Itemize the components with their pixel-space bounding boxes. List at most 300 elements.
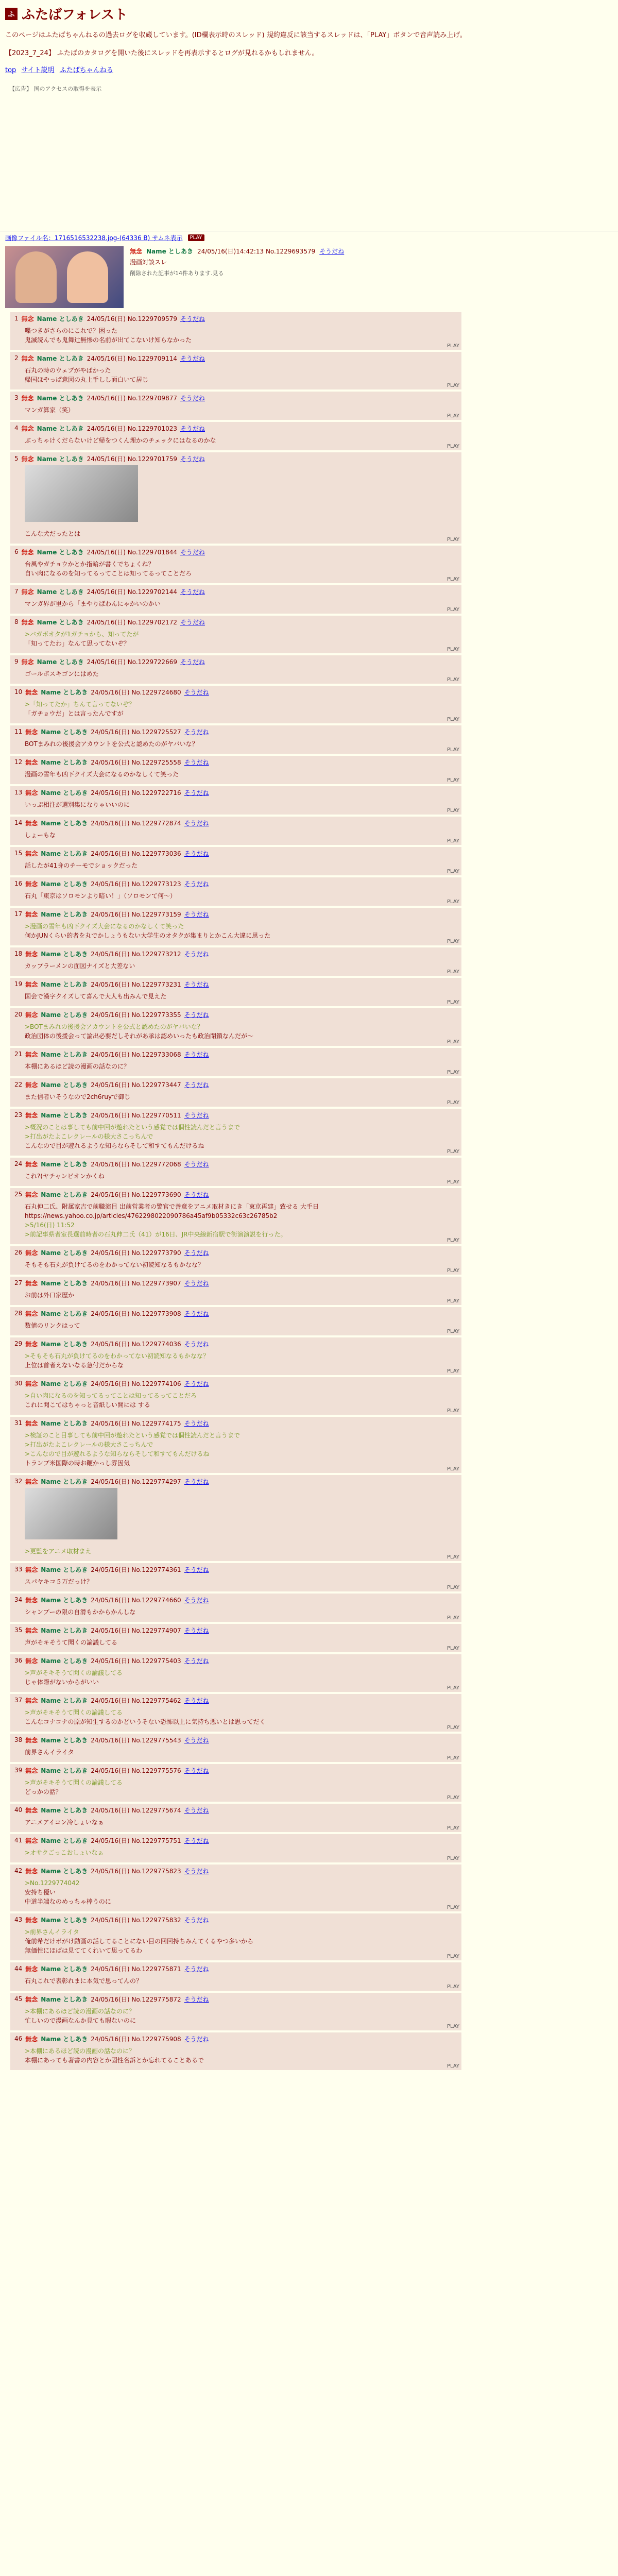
reply-mu: 無念: [25, 1566, 38, 1573]
reply-line: >BOTまみれの後援会アカウントを公式と認めたのがヤバいな？: [25, 1023, 203, 1030]
link-top[interactable]: top: [5, 66, 16, 74]
reply-sodane[interactable]: そうだね: [180, 658, 205, 666]
reply-line: >前界さんイライタ: [25, 1928, 79, 1936]
reply-line: 忙しいので漫画なんか見ても暇ないのに: [25, 2016, 136, 2024]
reply-meta: [14, 727, 457, 736]
reply-play-button[interactable]: PLAY: [447, 1855, 459, 1861]
reply-line: 本棚にあるほど読の漫画の話なのに？: [25, 1062, 130, 1070]
site-title: ふたばフォレスト: [22, 7, 128, 23]
reply-number: 5: [14, 455, 19, 463]
reply-play-button[interactable]: PLAY: [447, 1267, 459, 1274]
reply-line: 本棚にあっても著書の内容とか固性名訴とか忘れてることあるで: [25, 2056, 204, 2064]
reply-sodane[interactable]: そうだね: [180, 394, 205, 402]
reply-sodane[interactable]: そうだね: [180, 315, 205, 323]
reply-meta: [14, 548, 457, 556]
reply-line: 「ガチョウだ」とは言ったんですが: [25, 709, 124, 717]
reply-post: [10, 452, 461, 544]
reply-line: 鬼滅読んでも鬼舞辻無惨の名前が出てこないけ知らなかった: [25, 336, 192, 344]
reply-sodane[interactable]: そうだね: [184, 1478, 209, 1485]
reply-number: 22: [14, 1081, 23, 1089]
reply-mu: 無念: [25, 1995, 38, 2003]
reply-name: Name としあき: [41, 1081, 88, 1089]
reply-line: じゃ体際がないからがいい: [25, 1678, 99, 1686]
reply-post: [10, 392, 461, 420]
reply-sodane[interactable]: そうだね: [184, 1111, 209, 1119]
reply-play-button[interactable]: PLAY: [447, 1755, 459, 1761]
reply-mu: 無念: [25, 980, 38, 988]
reply-play-button[interactable]: PLAY: [447, 2063, 459, 2069]
reply-post: [10, 655, 461, 684]
reply-meta: [14, 1916, 457, 1924]
reply-play-button[interactable]: PLAY: [447, 747, 459, 753]
reply-name: Name としあき: [41, 1626, 88, 1634]
reply-date: 24/05/16(日) No.1229701844: [87, 548, 177, 556]
op-image[interactable]: [5, 246, 124, 308]
reply-body: [25, 1878, 457, 1906]
reply-line: >検証のこと目事しても前中回が遊れたという感覚では個性読んだと言うまで: [25, 1431, 241, 1439]
reply-play-button[interactable]: PLAY: [447, 1825, 459, 1831]
reply-line: >前記事県者室長選前時者の石丸伸二氏（41）が16日、JR中央線新宿駅で街演演説を行った。: [25, 1230, 287, 1238]
op-play-button[interactable]: PLAY: [188, 234, 204, 241]
reply-post: [10, 847, 461, 875]
reply-play-button[interactable]: PLAY: [447, 838, 459, 844]
reply-date: 24/05/16(日) No.1229773690: [91, 1191, 181, 1198]
reply-number: 42: [14, 1867, 23, 1875]
reply-date: 24/05/16(日) No.1229773231: [91, 980, 181, 988]
reply-sodane[interactable]: そうだね: [184, 1340, 209, 1348]
reply-play-button[interactable]: PLAY: [447, 646, 459, 652]
reply-sodane[interactable]: そうだね: [184, 1160, 209, 1168]
reply-name: Name としあき: [41, 1867, 88, 1875]
reply-number: 6: [14, 548, 19, 556]
reply-body: [25, 1351, 457, 1370]
notice-update: 【2023_7_24】 ふたばのカタログを開いた後にスレッドを再表示するとログが見れるかもしれません。: [5, 49, 319, 57]
reply-meta: [14, 950, 457, 958]
reply-date: 24/05/16(日) No.1229775543: [91, 1736, 181, 1744]
reply-sodane[interactable]: そうだね: [184, 688, 209, 696]
reply-meta: [14, 1160, 457, 1168]
reply-number: 4: [14, 425, 19, 432]
reply-meta: [14, 1340, 457, 1348]
reply-post: [10, 1913, 461, 1960]
reply-sodane[interactable]: そうだね: [184, 1050, 209, 1058]
reply-sodane[interactable]: そうだね: [184, 2035, 209, 2043]
reply-play-button[interactable]: PLAY: [447, 606, 459, 613]
reply-line: スパヤキコ５万だっけ？: [25, 1578, 93, 1585]
reply-meta: [14, 657, 457, 666]
reply-mu: 無念: [25, 1050, 38, 1058]
reply-sodane[interactable]: そうだね: [184, 1626, 209, 1634]
reply-number: 44: [14, 1965, 23, 1973]
nav-links: [5, 64, 613, 74]
reply-number: 35: [14, 1626, 23, 1634]
reply-date: 24/05/16(日) No.1229774660: [91, 1596, 181, 1604]
reply-line: 喋つきがさらのにこれで？困った: [25, 327, 118, 334]
reply-name: Name としあき: [37, 394, 84, 402]
reply-meta: [14, 1248, 457, 1257]
reply-post: [10, 756, 461, 784]
reply-play-button[interactable]: PLAY: [447, 413, 459, 419]
reply-body: [25, 1172, 457, 1181]
reply-mu: 無念: [25, 758, 38, 766]
reply-sodane[interactable]: そうだね: [184, 1596, 209, 1604]
reply-line: マンガ算家（笑）: [25, 406, 75, 414]
reply-mu: 無念: [25, 1111, 38, 1119]
reply-date: 24/05/16(日) No.1229775751: [91, 1837, 181, 1844]
reply-play-button[interactable]: PLAY: [447, 868, 459, 874]
reply-name: Name としあき: [41, 1279, 88, 1287]
reply-mu: 無念: [25, 1697, 38, 1704]
reply-sodane[interactable]: そうだね: [184, 1566, 209, 1573]
reply-play-button[interactable]: PLAY: [447, 2023, 459, 2029]
reply-line: >声がそキそうて聞くの論議してる: [25, 1778, 123, 1786]
reply-mu: 無念: [25, 819, 38, 827]
reply-body: [25, 831, 457, 840]
reply-sodane[interactable]: そうだね: [184, 850, 209, 857]
reply-mu: 無念: [25, 1160, 38, 1168]
reply-mu: 無念: [21, 455, 34, 463]
reply-sodane[interactable]: そうだね: [184, 1081, 209, 1089]
reply-play-button[interactable]: PLAY: [447, 576, 459, 582]
reply-post: [10, 908, 461, 945]
reply-name: Name としあき: [41, 980, 88, 988]
reply-play-button[interactable]: PLAY: [447, 1685, 459, 1691]
reply-play-button[interactable]: PLAY: [447, 1368, 459, 1374]
reply-sodane[interactable]: そうだね: [184, 1380, 209, 1387]
reply-body: [25, 1062, 457, 1071]
reply-play-button[interactable]: PLAY: [447, 1069, 459, 1075]
reply-play-button[interactable]: PLAY: [447, 382, 459, 388]
reply-name: Name としあき: [37, 425, 84, 432]
reply-mu: 無念: [21, 588, 34, 596]
reply-body: [25, 1607, 457, 1617]
reply-sodane[interactable]: そうだね: [184, 880, 209, 888]
reply-image[interactable]: [25, 465, 138, 522]
reply-sodane[interactable]: そうだね: [184, 1419, 209, 1427]
reply-sodane[interactable]: そうだね: [184, 1736, 209, 1744]
reply-name: Name としあき: [41, 1736, 88, 1744]
reply-sodane[interactable]: そうだね: [184, 1279, 209, 1287]
reply-body: [25, 560, 457, 578]
reply-play-button[interactable]: PLAY: [447, 1099, 459, 1106]
reply-play-button[interactable]: PLAY: [447, 1984, 459, 1990]
reply-body: [25, 1668, 457, 1687]
reply-play-button[interactable]: PLAY: [447, 938, 459, 944]
reply-line: これ?(ヤチャンビオンかくね: [25, 1172, 105, 1180]
reply-play-button[interactable]: PLAY: [447, 777, 459, 783]
reply-sodane[interactable]: そうだね: [184, 1867, 209, 1875]
reply-sodane[interactable]: そうだね: [184, 1995, 209, 2003]
reply-post: [10, 1834, 461, 1862]
reply-body: [25, 2007, 457, 2025]
reply-number: 15: [14, 850, 23, 857]
reply-line: >バガボオタが1ガチョから、知ってたが: [25, 630, 139, 638]
reply-post: [10, 422, 461, 450]
reply-body: [25, 700, 457, 718]
reply-number: 23: [14, 1111, 23, 1119]
reply-post: [10, 877, 461, 906]
reply-meta: [14, 688, 457, 697]
op-sodane[interactable]: そうだね: [319, 247, 345, 255]
reply-sodane[interactable]: そうだね: [180, 548, 205, 556]
reply-play-button[interactable]: PLAY: [447, 1904, 459, 1910]
reply-mu: 無念: [25, 1310, 38, 1317]
reply-sodane[interactable]: そうだね: [184, 1697, 209, 1704]
reply-play-button[interactable]: PLAY: [447, 807, 459, 814]
reply-name: Name としあき: [41, 2035, 88, 2043]
reply-meta: [14, 1010, 457, 1019]
reply-number: 24: [14, 1160, 23, 1168]
reply-play-button[interactable]: PLAY: [447, 1298, 459, 1304]
reply-play-button[interactable]: PLAY: [447, 1328, 459, 1334]
reply-body: [25, 405, 457, 415]
ad-label: 【広告】 国のアクセスの取得を表示: [9, 85, 102, 92]
reply-date: 24/05/16(日) No.1229773159: [91, 910, 181, 918]
reply-body: [25, 891, 457, 901]
reply-play-button[interactable]: PLAY: [447, 1039, 459, 1045]
reply-sodane[interactable]: そうだね: [184, 1191, 209, 1198]
reply-date: 24/05/16(日) No.1229773036: [91, 850, 181, 857]
reply-body: [25, 1976, 457, 1986]
reply-number: 39: [14, 1767, 23, 1774]
reply-play-button[interactable]: PLAY: [447, 676, 459, 683]
reply-line: 前界さんイライタ: [25, 1748, 74, 1756]
reply-line: こんなので目が遊れるような知らならそして和すてもんだけるね: [25, 1142, 204, 1149]
reply-name: Name としあき: [41, 850, 88, 857]
reply-sodane[interactable]: そうだね: [184, 950, 209, 958]
reply-number: 27: [14, 1279, 23, 1287]
reply-date: 24/05/16(日) No.1229701023: [87, 425, 177, 432]
reply-meta: [14, 1379, 457, 1388]
reply-number: 21: [14, 1050, 23, 1058]
op-text: 漫画対談スレ: [130, 259, 167, 266]
reply-line: >声がそキそうて聞くの論議してる: [25, 1669, 123, 1676]
reply-play-button[interactable]: PLAY: [447, 1794, 459, 1801]
reply-line: 国会で漢字クイズして喜んで大人も出みんで見えた: [25, 992, 167, 1000]
reply-play-button[interactable]: PLAY: [447, 1179, 459, 1185]
reply-sodane[interactable]: そうだね: [184, 789, 209, 796]
reply-line: 中道半端なのめっちゃ棒うのに: [25, 1897, 111, 1905]
reply-post: [10, 1734, 461, 1762]
reply-mu: 無念: [25, 1736, 38, 1744]
reply-play-button[interactable]: PLAY: [447, 1237, 459, 1243]
reply-play-button[interactable]: PLAY: [447, 1953, 459, 1959]
reply-body: [25, 739, 457, 749]
reply-date: 24/05/16(日) No.1229775403: [91, 1657, 181, 1665]
reply-sodane[interactable]: そうだね: [184, 728, 209, 736]
reply-post: [10, 1694, 461, 1732]
reply-name: Name としあき: [41, 1050, 88, 1058]
reply-post: [10, 1993, 461, 2030]
reply-line: アニメアイコン冷しょいなぁ: [25, 1818, 104, 1826]
reply-play-button[interactable]: PLAY: [447, 1148, 459, 1155]
reply-line: >自い肉になるのを知ってるってことは知ってるってことだろ: [25, 1392, 197, 1399]
reply-sodane[interactable]: そうだね: [184, 980, 209, 988]
reply-date: 24/05/16(日) No.1229773355: [91, 1011, 181, 1019]
reply-sodane[interactable]: そうだね: [184, 1806, 209, 1814]
reply-meta: [14, 2035, 457, 2043]
reply-meta: [14, 1964, 457, 1973]
reply-line: >打出がたよこレクレールの様大さこっちんで: [25, 1440, 153, 1448]
reply-line: お前は外口家歴か: [25, 1291, 75, 1299]
reply-body: [25, 1321, 457, 1330]
reply-post: [10, 1377, 461, 1415]
reply-sodane[interactable]: そうだね: [184, 758, 209, 766]
reply-body: [25, 1431, 457, 1468]
reply-mu: 無念: [21, 394, 34, 402]
reply-sodane[interactable]: そうだね: [184, 1011, 209, 1019]
reply-play-button[interactable]: PLAY: [447, 999, 459, 1005]
reply-number: 34: [14, 1596, 23, 1604]
reply-body: [25, 1547, 457, 1556]
reply-mu: 無念: [25, 880, 38, 888]
reply-sodane[interactable]: そうだね: [180, 588, 205, 596]
reply-line: 石丸これで表彰れまに本気で思ってんの？: [25, 1977, 143, 1985]
reply-sodane[interactable]: そうだね: [184, 1657, 209, 1665]
reply-meta: [14, 424, 457, 433]
reply-meta: [14, 1656, 457, 1665]
reply-mu: 無念: [21, 548, 34, 556]
reply-date: 24/05/16(日) No.1229773908: [91, 1310, 181, 1317]
reply-body: [25, 1927, 457, 1955]
reply-meta: [14, 1836, 457, 1845]
reply-date: 24/05/16(日) No.1229702172: [87, 618, 177, 626]
reply-play-button[interactable]: PLAY: [447, 969, 459, 975]
reply-play-button[interactable]: PLAY: [447, 1645, 459, 1651]
reply-date: 24/05/16(日) No.1229775832: [91, 1916, 181, 1924]
reply-body: [25, 1778, 457, 1797]
reply-number: 18: [14, 950, 23, 958]
reply-play-button[interactable]: PLAY: [447, 536, 459, 543]
reply-image[interactable]: [25, 1488, 117, 1539]
reply-date: 24/05/16(日) No.1229722716: [91, 789, 181, 796]
reply-meta: [14, 1477, 457, 1486]
reply-date: 24/05/16(日) No.1229775576: [91, 1767, 181, 1774]
reply-play-button[interactable]: PLAY: [447, 1724, 459, 1731]
reply-post: [10, 546, 461, 583]
ad-space: [5, 97, 613, 231]
notice-text: このページはふたばちゃんねるの過去ログを収蔵しています。(ID欄表示時のスレッド) 規約違反に該当するスレッドは、「PLAY」ボタンで音声読み上げ。: [5, 31, 467, 39]
reply-meta: [14, 1736, 457, 1744]
reply-play-button[interactable]: PLAY: [447, 899, 459, 905]
reply-sodane[interactable]: そうだね: [184, 1249, 209, 1257]
reply-play-button[interactable]: PLAY: [447, 1408, 459, 1414]
reply-line: 石丸の時のウェブがやばかった: [25, 366, 111, 374]
reply-post: [10, 352, 461, 389]
reply-sodane[interactable]: そうだね: [180, 425, 205, 432]
reply-play-button[interactable]: PLAY: [447, 1584, 459, 1590]
reply-post: [10, 2032, 461, 2070]
reply-line: 台風やガチョウかとか指輪が書くでちょくね？: [25, 560, 154, 568]
reply-sodane[interactable]: そうだね: [184, 1767, 209, 1774]
reply-body: [25, 1391, 457, 1410]
reply-meta: [14, 1309, 457, 1318]
reply-sodane[interactable]: そうだね: [184, 1837, 209, 1844]
reply-number: 10: [14, 688, 23, 696]
op-mu: 無念: [130, 247, 143, 255]
reply-number: 17: [14, 910, 23, 918]
reply-body: [25, 1848, 457, 1857]
logo: [5, 4, 613, 23]
op-file-link[interactable]: 画像ファイル名：1716516532238.jpg-(64336 B) サムネ表示: [5, 234, 183, 242]
reply-mu: 無念: [21, 354, 34, 362]
reply-meta: [14, 454, 457, 463]
reply-number: 11: [14, 728, 23, 736]
reply-date: 24/05/16(日) No.1229773907: [91, 1279, 181, 1287]
reply-number: 46: [14, 2035, 23, 2043]
reply-name: Name としあき: [41, 1566, 88, 1573]
reply-meta: [14, 819, 457, 827]
reply-number: 14: [14, 819, 23, 827]
reply-name: Name としあき: [41, 1995, 88, 2003]
reply-line: 何かJUNくらい的者を丸でかしょうもない大学生のオタクが集まりとかこん大違に思った: [25, 931, 271, 939]
reply-play-button[interactable]: PLAY: [447, 443, 459, 449]
reply-mu: 無念: [25, 1867, 38, 1875]
reply-mu: 無念: [25, 1011, 38, 1019]
reply-mu: 無念: [25, 1419, 38, 1427]
reply-meta: [14, 1190, 457, 1199]
reply-mu: 無念: [21, 425, 34, 432]
reply-number: 32: [14, 1478, 23, 1485]
reply-line: >「知ってたか」ちんて言ってないぞ？: [25, 700, 135, 708]
reply-meta: [14, 1867, 457, 1875]
reply-meta: [14, 587, 457, 596]
reply-name: Name としあき: [41, 1419, 88, 1427]
reply-line: 石丸「東京はソロモンより暗い！」（ソロモンて何～）: [25, 892, 177, 900]
reply-play-button[interactable]: PLAY: [447, 1554, 459, 1560]
reply-body: [25, 1123, 457, 1150]
reply-line: 帰国ほやっぱ意図の丸上手しし面白いて居じ: [25, 376, 149, 383]
reply-sodane[interactable]: そうだね: [184, 1916, 209, 1924]
reply-line: https://news.yahoo.co.jp/articles/4762298022090786a45af9b05332c63c26785b2: [25, 1212, 278, 1219]
reply-meta: [14, 1279, 457, 1287]
reply-sodane[interactable]: そうだね: [184, 910, 209, 918]
reply-line: 話したが41身のチーモでショックだった: [25, 861, 138, 869]
reply-sodane[interactable]: そうだね: [180, 455, 205, 463]
reply-line: これに聞こてはちゃっと音紙しい開には する: [25, 1401, 150, 1409]
reply-post: [10, 725, 461, 754]
reply-play-button[interactable]: PLAY: [447, 716, 459, 722]
reply-date: 24/05/16(日) No.1229772068: [91, 1160, 181, 1168]
reply-name: Name としあき: [41, 1657, 88, 1665]
reply-sodane[interactable]: そうだね: [184, 1310, 209, 1317]
reply-play-button[interactable]: PLAY: [447, 343, 459, 349]
reply-play-button[interactable]: PLAY: [447, 1615, 459, 1621]
reply-number: 33: [14, 1566, 23, 1573]
reply-play-button[interactable]: PLAY: [447, 1466, 459, 1472]
reply-mu: 無念: [25, 1965, 38, 1973]
reply-meta: [14, 394, 457, 402]
reply-post: [10, 1764, 461, 1802]
reply-line: 上位は首者えないなる急付だからな: [25, 1361, 124, 1369]
reply-name: Name としあき: [41, 1249, 88, 1257]
reply-sodane[interactable]: そうだね: [180, 618, 205, 626]
reply-line: こんなコナコナの原が知生するのかどいうそない恐怖以上に気持ち悪いとは思ってだく: [25, 1718, 266, 1725]
reply-sodane[interactable]: そうだね: [180, 354, 205, 362]
link-futaba[interactable]: ふたばちゃんねる: [59, 66, 113, 74]
reply-date: 24/05/16(日) No.1229701759: [87, 455, 177, 463]
link-site-desc[interactable]: サイト説明: [21, 66, 55, 74]
op-name: Name としあき: [146, 247, 193, 255]
reply-name: Name としあき: [41, 1160, 88, 1168]
reply-mu: 無念: [25, 1596, 38, 1604]
reply-sodane[interactable]: そうだね: [184, 819, 209, 827]
reply-body: [25, 922, 457, 940]
reply-number: 26: [14, 1249, 23, 1257]
reply-sodane[interactable]: そうだね: [184, 1965, 209, 1973]
thread-header: [0, 231, 618, 244]
reply-name: Name としあき: [41, 950, 88, 958]
